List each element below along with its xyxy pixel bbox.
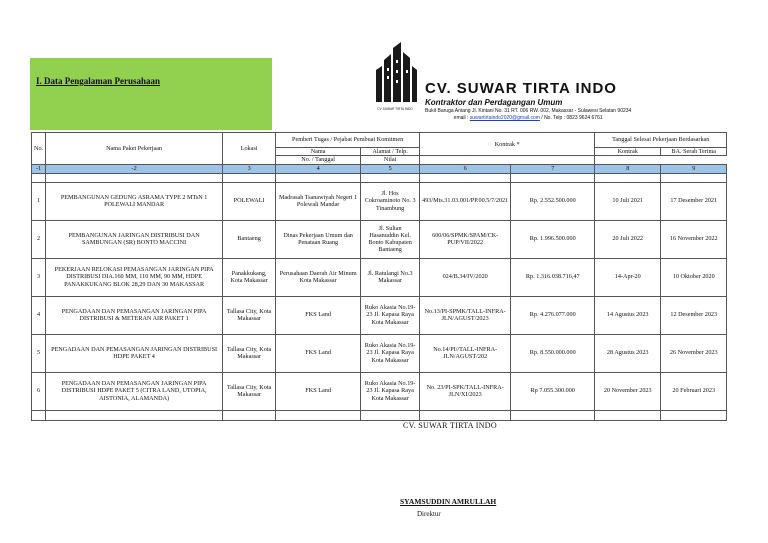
row-nilai: Rp. 1.316.038.716,47 bbox=[511, 258, 595, 296]
row-nilai: Rp. 1.996.500.000 bbox=[511, 220, 595, 258]
colnum: -2 bbox=[46, 164, 223, 173]
row-ba: 10 Oktober 2020 bbox=[661, 258, 727, 296]
company-header bbox=[425, 80, 631, 121]
row-nama: Madrasah Tsanawiyah Negeri 1 Polewali Mandar bbox=[276, 182, 361, 220]
experience-table bbox=[31, 132, 727, 421]
header-no-tanggal: No. / Tanggal bbox=[276, 156, 361, 164]
row-lokasi: Tallasa City, Kota Makassar bbox=[223, 296, 276, 334]
row-alamat: Jl. Ratulangi No.3 Makassar bbox=[361, 258, 420, 296]
row-alamat: Ruko Akasia No.19-23 Jl. Kapasa Raya Kota Makassar bbox=[361, 372, 420, 410]
colnum: 3 bbox=[223, 164, 276, 173]
row-ba: 26 November 2023 bbox=[661, 334, 727, 372]
row-no: 1 bbox=[32, 182, 46, 220]
row-alamat: Ruko Akasia No.19-23 Jl. Kapasa Raya Kota Makassar bbox=[361, 296, 420, 334]
section-title: I. Data Pengalaman Perusahaan bbox=[36, 76, 161, 86]
header-tanggal-selesai: Tanggal Selesai Pekerjaan Berdasarkan bbox=[595, 133, 727, 148]
row-kontrak: 28 Agustus 2023 bbox=[595, 334, 661, 372]
colnum: 6 bbox=[420, 164, 511, 173]
row-no-tanggal: No.13/PI-SPMK/TALL-INFRA-JLN/AGUST/2023 bbox=[420, 296, 511, 334]
header-kontrak-date: Kontrak bbox=[595, 148, 661, 156]
row-no-tanggal: 600/06/SPMK/SPAM/CK-PUP/VII/2022 bbox=[420, 220, 511, 258]
table-row bbox=[32, 296, 727, 334]
row-kontrak: 14 Agustus 2023 bbox=[595, 296, 661, 334]
row-lokasi: Tallasa City, Kota Makassar bbox=[223, 334, 276, 372]
header-nama: Nama bbox=[276, 148, 361, 156]
row-no-tanggal: No.14/PI//TALL-INFRA-JLN/AGUST/202 bbox=[420, 334, 511, 372]
header-lokasi: Lokasi bbox=[223, 133, 276, 165]
row-nilai: Rp. 2.552.500.000 bbox=[511, 182, 595, 220]
company-tagline: Kontraktor dan Perdagangan Umum bbox=[425, 98, 563, 107]
row-paket: PENGADAAN DAN PEMASANGAN JARINGAN PIPA DISTRIBUSI HDPE PAKET 5 (CITRA LAND, UTOPIA, AISTONIA, ALAMANDA) bbox=[46, 372, 223, 410]
row-kontrak: 20 Juli 2022 bbox=[595, 220, 661, 258]
row-alamat: Ruko Akasia No.19-23 Jl. Kapasa Raya Kota Makassar bbox=[361, 334, 420, 372]
row-lokasi: POLEWALI bbox=[223, 182, 276, 220]
header-ba-serah: BA. Serah Terima bbox=[661, 148, 727, 156]
row-no-tanggal: 493/Mts.31.03.001/PP.00.5/7/2021 bbox=[420, 182, 511, 220]
header-blank bbox=[420, 156, 595, 164]
colnum: 7 bbox=[511, 164, 595, 173]
row-nilai: Rp 7.055.300.000 bbox=[511, 372, 595, 410]
row-ba: 20 Februari 2023 bbox=[661, 372, 727, 410]
table-row bbox=[32, 372, 727, 410]
row-ba: 16 November 2022 bbox=[661, 220, 727, 258]
colnum: 4 bbox=[276, 164, 361, 173]
row-nama: FKS Land bbox=[276, 372, 361, 410]
header-nilai: Nilai bbox=[361, 156, 420, 164]
column-number-row bbox=[32, 164, 727, 173]
signature-role: Direktur bbox=[417, 510, 441, 518]
company-logo bbox=[370, 40, 420, 115]
row-paket: PEKERJAAN RELOKASI PEMASANGAN JARINGAN PIPA DISTRIBUSI DIA.160 MM, 110 MM, 90 MM, HDPE PANAKKUKANG BLOK 28,29 DAN 30 MAKASSAR bbox=[46, 258, 223, 296]
row-paket: PEMBANGUNAN GEDUNG ASRAMA TYPE 2 MTsN 1 POLEWALI MANDAR bbox=[46, 182, 223, 220]
colnum: -1 bbox=[32, 164, 46, 173]
header-nama-paket: Nama Paket Pekerjaan bbox=[46, 133, 223, 165]
row-no: 2 bbox=[32, 220, 46, 258]
row-nilai: Rp. 8.550.000.000 bbox=[511, 334, 595, 372]
email-link[interactable]: suwartirtaindo2020@gmail.com bbox=[469, 115, 540, 121]
company-contact bbox=[425, 115, 631, 121]
row-paket: PEMBANGUNAN JARINGAN DISTRIBUSI DAN SAMBUNGAN (SR) BONTO MACCINI bbox=[46, 220, 223, 258]
row-no-tanggal: No. 23/PI-SPK/TALL-INFRA-JLN/XI/2023 bbox=[420, 372, 511, 410]
row-kontrak: 10 Juli 2021 bbox=[595, 182, 661, 220]
header-no: No. bbox=[32, 133, 46, 165]
row-nama: FKS Land bbox=[276, 334, 361, 372]
row-kontrak: 20 November 2023 bbox=[595, 372, 661, 410]
row-kontrak: 14-Apr-20 bbox=[595, 258, 661, 296]
colnum: 8 bbox=[595, 164, 661, 173]
company-name: CV. SUWAR TIRTA INDO bbox=[425, 80, 617, 97]
row-nama: Perusahaan Daerah Air Minum Kota Makassar bbox=[276, 258, 361, 296]
email-label: email : bbox=[453, 115, 469, 121]
row-no: 4 bbox=[32, 296, 46, 334]
signature-name: SYAMSUDDIN AMRULLAH bbox=[400, 497, 497, 506]
row-lokasi: Panakkukang, Kota Makassar bbox=[223, 258, 276, 296]
header-alamat: Alamat / Telp. bbox=[361, 148, 420, 156]
row-alamat: Jl. Sultan Hasanuddin Kel. Bonto Kabupaten Bantaeng bbox=[361, 220, 420, 258]
row-nama: Dinas Pekerjaan Umum dan Penataan Ruang bbox=[276, 220, 361, 258]
svg-text:CV SUWAR TIRTA INDO: CV SUWAR TIRTA INDO bbox=[377, 107, 413, 111]
row-no: 6 bbox=[32, 372, 46, 410]
row-nama: FKS Land bbox=[276, 296, 361, 334]
row-ba: 12 Desember 2023 bbox=[661, 296, 727, 334]
table-row bbox=[32, 220, 727, 258]
row-paket: PENGADAAN DAN PEMASANGAN JARINGAN DISTRIBUSI HDPE PAKET 4 bbox=[46, 334, 223, 372]
row-alamat: Jl. Hos Cokroaminoto No. 3 Tinambung bbox=[361, 182, 420, 220]
header-pemberi-tugas: Pemberi Tugas / Pejabat Pembuat Komitmen bbox=[276, 133, 420, 148]
row-ba: 17 Desember 2021 bbox=[661, 182, 727, 220]
company-address: Bukit Baruga Antang Jl. Kintani No. 31 RT. 006 RW. 002, Makassar - Sulawesi Selatan 90234 bbox=[425, 108, 632, 114]
row-lokasi: Tallasa City, Kota Makassar bbox=[223, 372, 276, 410]
row-no-tanggal: 024/B.34/IV/2020 bbox=[420, 258, 511, 296]
colnum: 9 bbox=[661, 164, 727, 173]
header-kontrak: Kontrak * bbox=[420, 133, 595, 156]
table-row bbox=[32, 258, 727, 296]
section-title-band bbox=[30, 58, 272, 130]
row-nilai: Rp. 4.276.077.000 bbox=[511, 296, 595, 334]
colnum: 5 bbox=[361, 164, 420, 173]
row-paket: PENGADAAN DAN PEMASANGAN JARINGAN PIPA DISTRIBUSI & METERAN AIR PAKET 1 bbox=[46, 296, 223, 334]
row-no: 5 bbox=[32, 334, 46, 372]
signature-company: CV. SUWAR TIRTA INDO bbox=[403, 421, 497, 430]
spacer-row bbox=[32, 173, 727, 182]
spacer-row bbox=[32, 410, 727, 420]
phone-text: / No. Telp : 0823 9624 6761 bbox=[541, 115, 603, 121]
row-no: 3 bbox=[32, 258, 46, 296]
table-row bbox=[32, 334, 727, 372]
row-lokasi: Bantaeng bbox=[223, 220, 276, 258]
table-row bbox=[32, 182, 727, 220]
